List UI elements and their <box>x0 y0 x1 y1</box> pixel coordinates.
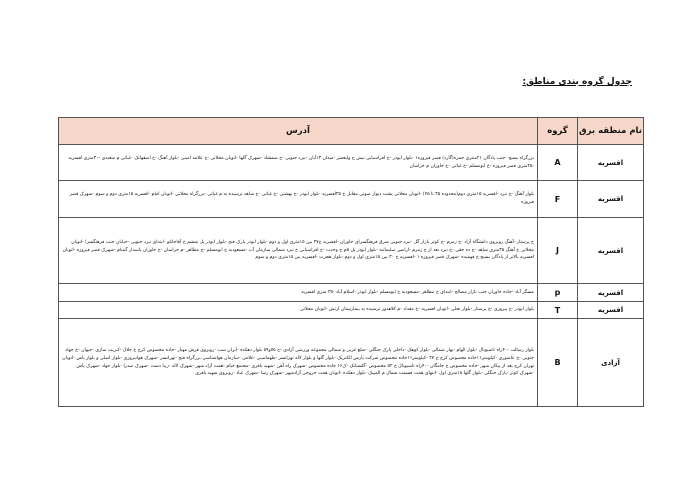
group-cell: A <box>538 145 578 181</box>
address-cell: بزرگراه بسیج -جنب پادگان ۲۱منتری حمزه(گارد) قصر فیروزه۱ -بلوار ایوذر -خ افراسیابی نبش خ ولیعصر -میدان ۱۳آبان -نیرد جنوبی -خ شمشاد -شهرک گلها -اتوبان محلاتی -خ علامه امینی -بلوار آهنگ -خ اصفهانک -غیاثی م سعیدی -۳۰متری افسریه -۳۵متری قصر فیروزه -خ ابومسلم -خ غیاثی -خ خاوران م خراسان <box>59 145 538 181</box>
table-row <box>59 145 644 181</box>
address-cell: بلوار ابوذر -خ پیروزی -خ پرستار -بلوار نخلی -اتوبان افسریه -خ مقداد -م کلاهدوز ترسیده به بیمارستان ارتش -اتوبان محلاتی <box>59 302 538 319</box>
group-cell: T <box>538 302 578 319</box>
page-title: جدول گروه بندی مناطق: <box>522 77 632 87</box>
region-cell: اقسریه <box>578 181 644 218</box>
table-row <box>59 218 644 284</box>
group-cell: F <box>538 181 578 218</box>
region-cell: اقسریه <box>578 145 644 181</box>
group-cell: p <box>538 284 578 302</box>
region-cell: اقسریه <box>578 218 644 284</box>
header-address: آدرس <box>59 118 538 145</box>
group-cell: J <box>538 218 578 284</box>
address-cell: مسگر آباد -جاده خاوران جنب بازار مصالح -ابتدای خ مظاهر -مسعودیه خ ابومسلم -بلوار ابوذر -اسلام آباد -۳۵ متری افسریه <box>59 284 538 302</box>
header-group: گروه <box>538 118 578 145</box>
address-cell: بلوار رسالت -۴۰راه تاسیونال -بلوار الهام -بهار شمالی -بلوار کوهک -داخلی پارک جنگلی -ضلع غربی و شمالی مجموعه ورزشی آزادی -خ ۷۵و۵۹ بلوار دهکده -ایران سب -روبروی فرش مهیار -جاده مخصوص کرج خ جلال -کبریت سازی -جیهان -خ جهاد جنوبی -خ عاشوری -کیلومتر۱۱جاده مخصوص کرج خ ۲۷ -کیلومتر۱۱جاده مخصوص شرکت پارس الکتریک -بلوار گلها و بلوار لاله تهرانسر -طهماسبی -غلامی -سازمان هواشناسی بزرگراه فتح -تهرانسر -شهرک هوانیروزی -بلوار اصلی و بلوار یاس -اتوبان تهران کرج بعد از پیکان شهر -جاده مخصوص خ جامگان -۴۰راه تاسیونال خ ۵۲ مخصوص -گلستانک -ک۱۶ جاده مخصوص -شهرک راه آهن -شهید باقری -مجتمع خیام -همت آزاد شهر -شهرک لاله -زیبا دشت -شهرک صدرا -بلوار جهاد -شهرک یاس -شهرک کوثر -پارک جنگلی -بلوار گلها ۱۸متری اول -انتهای همت قسمت شمال م المپیک -بلوار دهکده -اتوبان همت خروجی آزادشهر -شهرک رسا -شهرک عباد -روبروی شهید باقری <box>59 319 538 407</box>
region-cell: اقسریه <box>578 284 644 302</box>
address-cell: بلوار آهنگ -خ نبرد -افسریه ۱۵متری دوم(محدوده ۳۵ تا ۴۵) -اتوبان محلاتی پشت دیوار صوتی مقابل خ ۳۵افسریه -بلوار ابوذر -خ بهشتی -خ غیاثی -خ شاهد ترسیده به م غیاثی -بزرگراه محلاتی -اتوبان امام -افسریه ۱۵متری دوم و سوم -شهرک قصر فیروزه <box>59 181 538 218</box>
table-row <box>59 319 644 407</box>
region-grouping-table <box>58 117 644 407</box>
region-cell: آزادی <box>578 319 644 407</box>
region-cell: اقسریه <box>578 302 644 319</box>
group-cell: B <box>538 319 578 407</box>
table-row <box>59 181 644 218</box>
header-region: نام منطقه برق <box>578 118 644 145</box>
table-header-row <box>59 118 644 145</box>
address-cell: خ پرستار -آهنگ روبروی دانشگاه آزاد -خ زمزم -خ کوثر بازار گل -نبرد جنوبی شرق فرهنگسرای خاوران -افسریه خ۲۷ بین ۱۵متری اول و دوم -بلوار ابوذر پارک فتح -بلوار ابوذر پل ششم خ آقاجانلو -ابتدای نبرد جنوبی -خیابان جنب فرهنگسرا -اتوبان محلاتی خ آهنگ ۳۵متری شاهد -خ ده حقی -خ نبرد بعد از خ زمزم -اراضی سلیمانیه -بلوار ابوذر پل ۵م خ وحدت -خ افراسیابی خ نبرد شمالی سازمان آب -مسعودیه خ ابومسلم -خ مظاهر -م خراسان -خ خاوران پاسدار گمنام -شهرک قصر فیروزه -اتوبان افسریه بالاتر از پادگان بسیج خ فهمیده -شهرک قصر فیروزه ۱ -افسریه خ ۳۰ بین ۱۵متری اول و دوم -بلوار هجرت -افسریه بین ۱۵متری دوم و سوم <box>59 218 538 284</box>
table-row <box>59 284 644 302</box>
table-row <box>59 302 644 319</box>
